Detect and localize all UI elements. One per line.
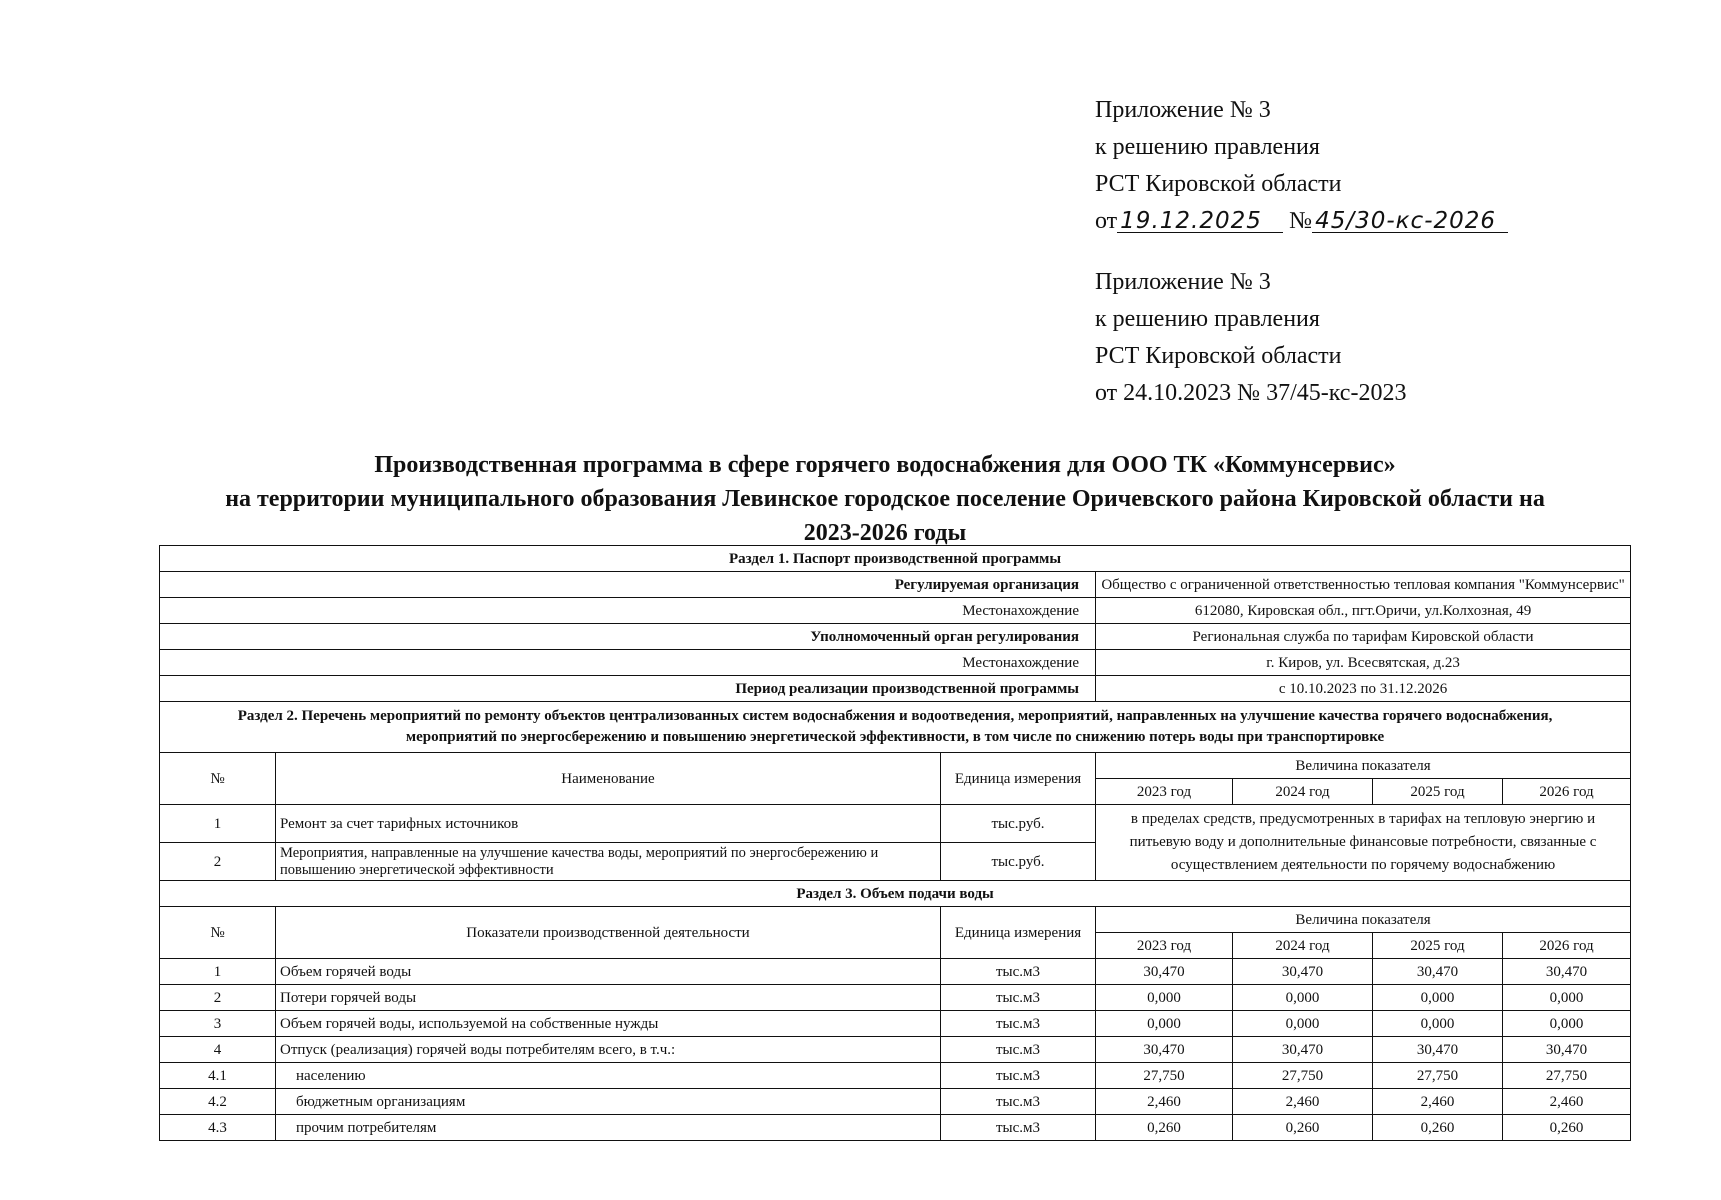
row-number: 3 (160, 1011, 276, 1037)
passport-row (160, 598, 1631, 624)
row-unit: тыс.м3 (941, 985, 1096, 1011)
value-2024: 30,470 (1233, 959, 1373, 985)
section3-heading: Раздел 3. Объем подачи воды (160, 881, 1631, 907)
row-unit: тыс.м3 (941, 1089, 1096, 1115)
table-row (160, 805, 1631, 843)
column-header-unit: Единица измерения (941, 753, 1096, 805)
section3-header-row (160, 907, 1631, 933)
row-number: 1 (160, 805, 276, 843)
row-unit: тыс.руб. (941, 805, 1096, 843)
appendix-date-line (1095, 203, 1508, 240)
column-header-name: Наименование (276, 753, 941, 805)
table-row (160, 1011, 1631, 1037)
passport-label: Период реализации производственной программы (160, 676, 1096, 702)
table-row (160, 1063, 1631, 1089)
passport-label: Местонахождение (160, 598, 1096, 624)
appendix-date: от 24.10.2023 № 37/45-кс-2023 (1095, 380, 1407, 406)
table-row (160, 985, 1631, 1011)
section1-heading: Раздел 1. Паспорт производственной программы (160, 546, 1631, 572)
row-number: 4.2 (160, 1089, 276, 1115)
row-unit: тыс.м3 (941, 1115, 1096, 1141)
value-2023: 2,460 (1096, 1089, 1233, 1115)
value-2026: 0,000 (1503, 1011, 1631, 1037)
row-number: 1 (160, 959, 276, 985)
title-line-1: Производственная программа в сфере горячего водоснабжения для ООО ТК «Коммунсервис» (374, 452, 1396, 478)
column-header-unit: Единица измерения (941, 907, 1096, 959)
value-2023: 27,750 (1096, 1063, 1233, 1089)
funding-note: в пределах средств, предусмотренных в тарифах на тепловую энергию и питьевую воду и дополнительные финансовые потребности, связанные с осуществлением деятельности по горячему водоснабжению (1096, 805, 1631, 881)
value-2026: 27,750 (1503, 1063, 1631, 1089)
section2-header-row (160, 753, 1631, 779)
column-header-value: Величина показателя (1096, 753, 1631, 779)
column-header-no: № (160, 753, 276, 805)
row-name: Объем горячей воды, используемой на собственные нужды (276, 1011, 941, 1037)
appendix-number: Приложение № 3 (1095, 269, 1271, 295)
passport-label: Местонахождение (160, 650, 1096, 676)
passport-value: Общество с ограниченной ответственностью тепловая компания "Коммунсервис" (1096, 572, 1631, 598)
value-2024: 0,260 (1233, 1115, 1373, 1141)
passport-row (160, 624, 1631, 650)
year-header: 2023 год (1096, 933, 1233, 959)
passport-value: г. Киров, ул. Всесвятская, д.23 (1096, 650, 1631, 676)
row-name: прочим потребителям (276, 1115, 941, 1141)
passport-row (160, 650, 1631, 676)
passport-label: Регулируемая организация (160, 572, 1096, 598)
appendix-authority: РСТ Кировской области (1095, 171, 1342, 197)
table-row (160, 1089, 1631, 1115)
appendix-decision: к решению правления (1095, 306, 1320, 332)
title-line-3: 2023-2026 годы (803, 520, 967, 546)
row-unit: тыс.м3 (941, 959, 1096, 985)
year-header: 2024 год (1233, 779, 1373, 805)
row-number: 4 (160, 1037, 276, 1063)
value-2026: 0,000 (1503, 985, 1631, 1011)
value-2026: 30,470 (1503, 1037, 1631, 1063)
row-name: населению (276, 1063, 941, 1089)
appendix-number: Приложение № 3 (1095, 97, 1271, 123)
value-2026: 0,260 (1503, 1115, 1631, 1141)
value-2023: 0,260 (1096, 1115, 1233, 1141)
row-name: Отпуск (реализация) горячей воды потребителям всего, в т.ч.: (276, 1037, 941, 1063)
appendix-authority: РСТ Кировской области (1095, 343, 1342, 369)
table-row (160, 1037, 1631, 1063)
value-2024: 0,000 (1233, 1011, 1373, 1037)
row-name: Мероприятия, направленные на улучшение качества воды, мероприятий по энергосбережению и повышению энергетической эффективности (276, 843, 941, 881)
row-unit: тыс.руб. (941, 843, 1096, 881)
appendix-block-current (1095, 92, 1508, 240)
row-unit: тыс.м3 (941, 1037, 1096, 1063)
column-header-value: Величина показателя (1096, 907, 1631, 933)
row-number: 4.3 (160, 1115, 276, 1141)
value-2023: 0,000 (1096, 985, 1233, 1011)
appendix-decision: к решению правления (1095, 134, 1320, 160)
value-2025: 2,460 (1373, 1089, 1503, 1115)
value-2023: 30,470 (1096, 959, 1233, 985)
value-2025: 30,470 (1373, 959, 1503, 985)
passport-label: Уполномоченный орган регулирования (160, 624, 1096, 650)
appendix-block-previous (1095, 264, 1406, 412)
passport-value: Региональная служба по тарифам Кировской области (1096, 624, 1631, 650)
passport-row (160, 676, 1631, 702)
value-2025: 0,000 (1373, 1011, 1503, 1037)
row-name: Ремонт за счет тарифных источников (276, 805, 941, 843)
table-row (160, 959, 1631, 985)
year-header: 2026 год (1503, 933, 1631, 959)
handwritten-date: 19.12.2025 (1117, 210, 1283, 233)
year-header: 2026 год (1503, 779, 1631, 805)
value-2026: 2,460 (1503, 1089, 1631, 1115)
value-2024: 0,000 (1233, 985, 1373, 1011)
passport-value: 612080, Кировская обл., пгт.Оричи, ул.Колхозная, 49 (1096, 598, 1631, 624)
value-2025: 30,470 (1373, 1037, 1503, 1063)
column-header-indicator: Показатели производственной деятельности (276, 907, 941, 959)
value-2025: 0,260 (1373, 1115, 1503, 1141)
from-label: от (1095, 208, 1118, 234)
row-name: Потери горячей воды (276, 985, 941, 1011)
row-unit: тыс.м3 (941, 1011, 1096, 1037)
value-2023: 0,000 (1096, 1011, 1233, 1037)
value-2025: 0,000 (1373, 985, 1503, 1011)
number-sign: № (1289, 208, 1313, 234)
value-2023: 30,470 (1096, 1037, 1233, 1063)
row-unit: тыс.м3 (941, 1063, 1096, 1089)
title-line-2: на территории муниципального образования Левинское городское поселение Оричевского района Кировской области на (225, 486, 1545, 512)
value-2024: 30,470 (1233, 1037, 1373, 1063)
row-number: 2 (160, 985, 276, 1011)
section2-heading-row (160, 702, 1631, 753)
value-2026: 30,470 (1503, 959, 1631, 985)
passport-row (160, 572, 1631, 598)
value-2025: 27,750 (1373, 1063, 1503, 1089)
table-row (160, 1115, 1631, 1141)
row-number: 2 (160, 843, 276, 881)
value-2024: 2,460 (1233, 1089, 1373, 1115)
section2-heading: Раздел 2. Перечень мероприятий по ремонту объектов централизованных систем водоснабжения и водоотведения, мероприятий, направленных на улучшение качества горячего водоснабжения, мероприятий по энергосбережению и повышению энергетической эффективности, в том числе по снижению потерь воды при транспортировке (160, 702, 1631, 753)
section3-heading-row (160, 881, 1631, 907)
row-number: 4.1 (160, 1063, 276, 1089)
section1-heading-row (160, 546, 1631, 572)
handwritten-number: 45/30-кс-2026 (1312, 210, 1508, 233)
year-header: 2023 год (1096, 779, 1233, 805)
value-2024: 27,750 (1233, 1063, 1373, 1089)
document-title (150, 448, 1620, 550)
year-header: 2024 год (1233, 933, 1373, 959)
year-header: 2025 год (1373, 779, 1503, 805)
program-table (159, 545, 1631, 1141)
row-name: Объем горячей воды (276, 959, 941, 985)
passport-value: с 10.10.2023 по 31.12.2026 (1096, 676, 1631, 702)
year-header: 2025 год (1373, 933, 1503, 959)
column-header-no: № (160, 907, 276, 959)
row-name: бюджетным организациям (276, 1089, 941, 1115)
